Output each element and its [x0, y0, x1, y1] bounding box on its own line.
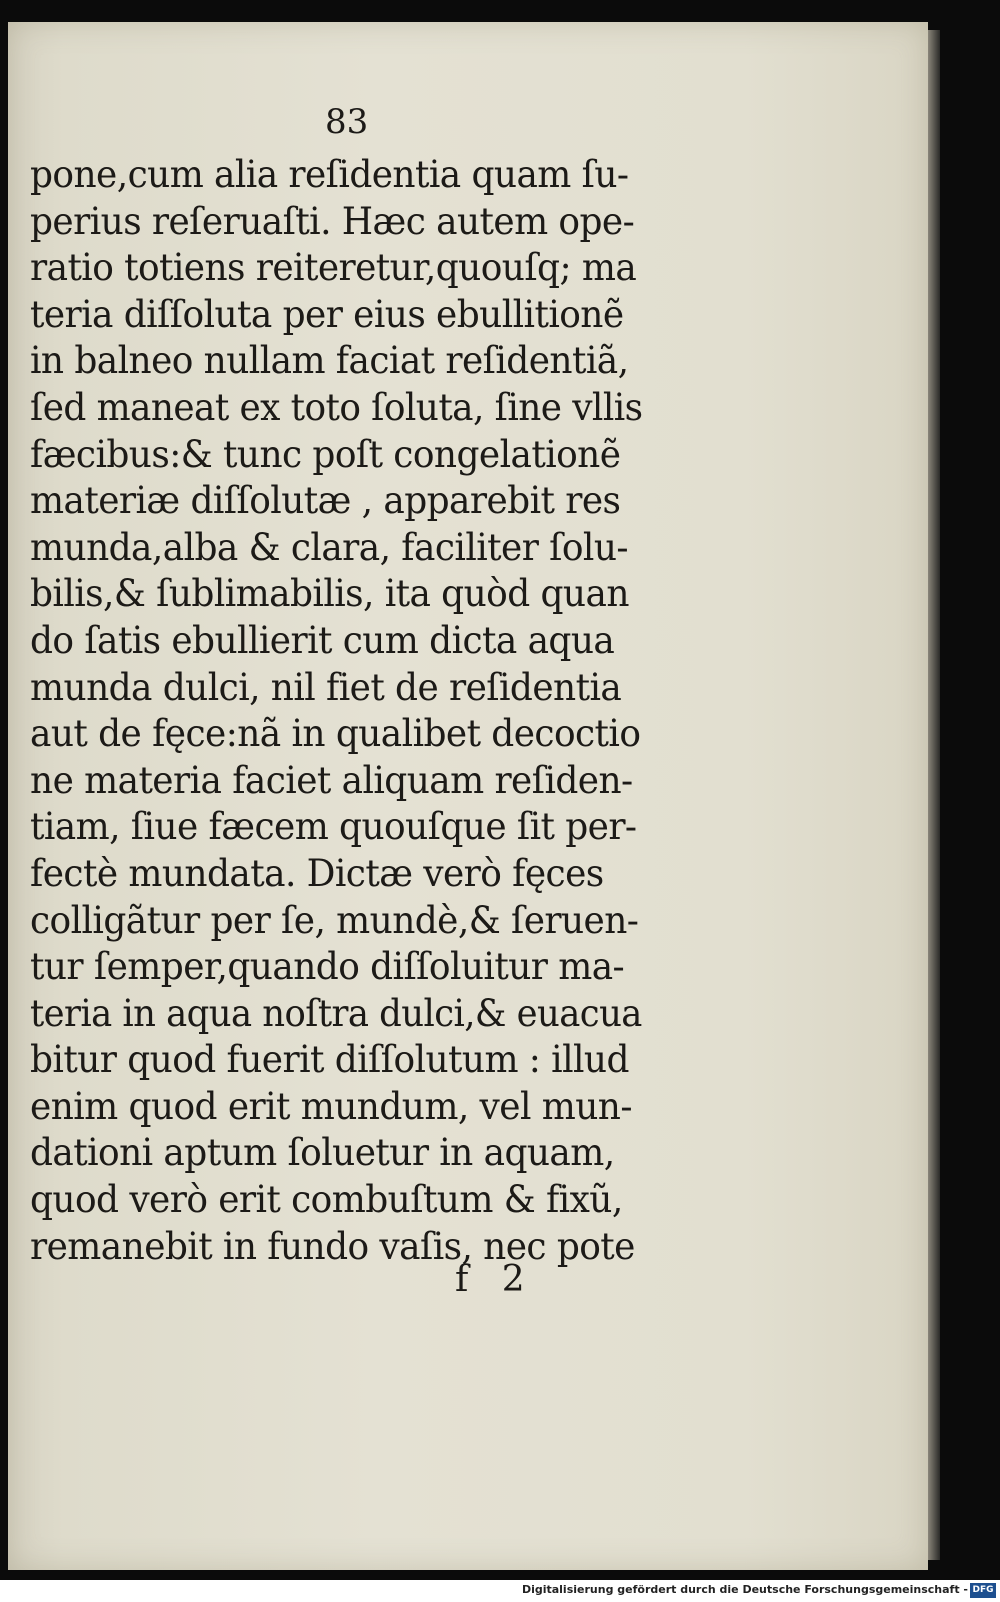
text-line: quod verò erit combuſtum & fixũ, — [30, 1178, 623, 1222]
text-line: munda,alba & clara, faciliter ſolu- — [30, 525, 628, 569]
text-line: colligãtur per ſe, mundè,& ſeruen- — [30, 898, 639, 942]
text-line: in balneo nullam faciat reſidentiã, — [30, 339, 629, 383]
text-line: ne materia faciet aliquam reſiden- — [30, 758, 633, 802]
text-line: ratio totiens reiteretur,quouſq; ma — [30, 246, 637, 290]
text-line: tur ſemper,quando diſſoluitur ma- — [30, 945, 625, 989]
text-line: tiam, ſiue fæcem quouſque ſit per- — [30, 805, 637, 849]
text-line: bilis,& ſublimabilis, ita quòd quan — [30, 572, 629, 616]
text-line: teria in aqua noſtra dulci,& euacua — [30, 991, 642, 1035]
footer-credit: Digitalisierung gefördert durch die Deutsche Forschungsgemeinschaft - — [521, 1583, 968, 1596]
page-edge — [928, 30, 940, 1560]
text-line: do ſatis ebullierit cum dicta aqua — [30, 618, 615, 662]
text-line: teria diſſoluta per eius ebullitionẽ — [30, 292, 624, 336]
page-number: 83 — [325, 102, 369, 142]
text-line: fæcibus:& tunc poſt congelationẽ — [30, 432, 621, 476]
text-line: ſed maneat ex toto ſoluta, ſine vllis — [30, 385, 643, 429]
text-line: munda dulci, nil fiet de reſidentia — [30, 665, 622, 709]
footer-bar — [0, 1580, 1000, 1602]
signature-mark: f 2 — [455, 1259, 525, 1300]
text-line: perius reſeruaſti. Hæc autem ope- — [30, 199, 635, 243]
text-line: remanebit in fundo vaſis, nec pote — [30, 1224, 635, 1268]
text-line: aut de fęce:nã in qualibet decoctio — [30, 712, 641, 756]
text-line: enim quod erit mundum, vel mun- — [30, 1084, 632, 1128]
text-line: dationi aptum ſoluetur in aquam, — [30, 1131, 615, 1175]
text-line: materiæ diſſolutæ , apparebit res — [30, 479, 621, 523]
text-line: fectè mundata. Dictæ verò fęces — [30, 851, 604, 895]
text-lines — [30, 152, 660, 1270]
text-line: bitur quod fuerit diſſolutum : illud — [30, 1038, 629, 1082]
text-line: pone,cum alia reſidentia quam ſu- — [30, 153, 629, 196]
dfg-logo: DFG — [970, 1583, 996, 1598]
